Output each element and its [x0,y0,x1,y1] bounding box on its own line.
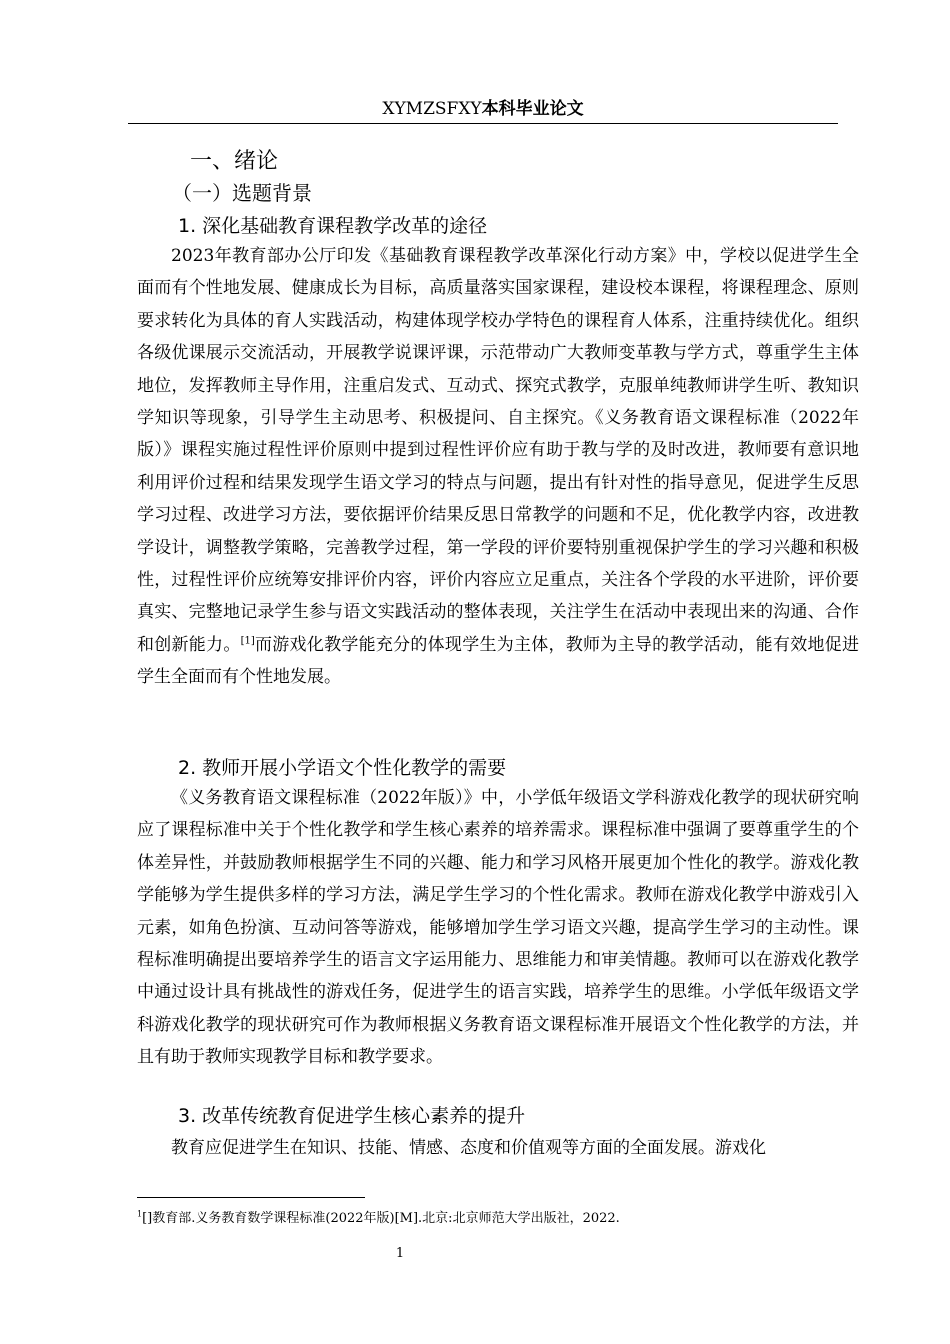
citation-mark: [1] [240,635,255,647]
subsection-heading-1: 1. 深化基础教育课程教学改革的途径 [178,215,488,237]
footnote-mark: 1 [137,1209,143,1219]
paragraph-2-text: 《义务教育语文课程标准（2022年版）》中，小学低年级语文学科游戏化教学的现状研究响应了课程标准中关于个性化教学和学生核心素养的培养需求。课程标准中强调了要尊重学生的个体差异性，并鼓励教师根据学生不同的兴趣、能力和学习风格开展更加个性化的教学。游戏化教学能够为学生提供多样的学习方法，满足学生学习的个性化需求。教师在游戏化教学中游戏引入元素，如角色扮演、互动问答等游戏，能够增加学生学习语文兴趣，提高学生学习的主动性。课程标准明确提出要培养学生的语言文字运用能力、思维能力和审美情趣。教师可以在游戏化教学中通过设计具有挑战性的游戏任务，促进学生的语言实践，培养学生的思维。小学低年级语文学科游戏化教学的现状研究可作为教师根据义务教育语文课程标准开展语文个性化教学的方法，并且有助于教师实现教学目标和教学要求。 [137,788,859,1068]
paragraph-1 [137,240,859,694]
page-number: 1 [395,1246,405,1261]
paragraph-1-text: 2023年教育部办公厅印发《基础教育课程教学改革深化行动方案》中，学校以促进学生全面而有个性地发展、健康成长为目标，高质量落实国家课程，建设校本课程，将课程理念、原则要求转化为具体的育人实践活动，构建体现学校办学特色的课程育人体系，注重持续优化。组织各级优课展示交流活动，开展教学说课评课，示范带动广大教师变革教与学方式，尊重学生主体地位，发挥教师主导作用，注重启发式、互动式、探究式教学，克服单纯教师讲学生听、教知识学知识等现象，引导学生主动思考、积极提问、自主探究。《义务教育语文课程标准（2022年版）》课程实施过程性评价原则中提到过程性评价应有助于教与学的及时改进，教师要有意识地利用评价过程和结果发现学生语文学习的特点与问题，提出有针对性的指导意见，促进学生反思学习过程、改进学习方法，要依据评价结果反思日常教学的问题和不足，优化教学内容，改进教学设计，调整教学策略，完善教学过程，第一学段的评价要特别重视保护学生的学习兴趣和积极性，过程性评价应统筹安排评价内容，评价内容应立足重点，关注各个学段的水平进阶，评价要真实、完整地记录学生参与语文实践活动的整体表现，关注学生在活动中表现出来的沟通、合作和创新能力。 [137,246,859,655]
subsection-heading-3: 3. 改革传统教育促进学生核心素养的提升 [178,1105,526,1127]
paragraph-1-tail: 而游戏化教学能充分的体现学生为主体，教师为主导的教学活动，能有效地促进学生全面而有个性地发展。 [137,634,860,688]
paragraph-3 [137,1132,859,1164]
header-school: XYMZSFXY [382,99,482,119]
footnote-text: []教育部.义务教育数学课程标准(2022年版)[M].北京:北京师范大学出版社，2022. [142,1211,620,1226]
header-rule [128,123,838,124]
footnote [137,1208,859,1230]
running-header [128,96,838,122]
paragraph-2 [137,782,859,1074]
section-heading: （一）选题背景 [172,181,312,205]
header-doc-type: 本科毕业论文 [481,99,584,119]
footnote-rule [137,1197,365,1198]
chapter-heading: 一、绪论 [190,149,279,174]
subsection-heading-2: 2. 教师开展小学语文个性化教学的需要 [178,757,507,779]
paragraph-3-text: 教育应促进学生在知识、技能、情感、态度和价值观等方面的全面发展。游戏化 [171,1138,766,1158]
